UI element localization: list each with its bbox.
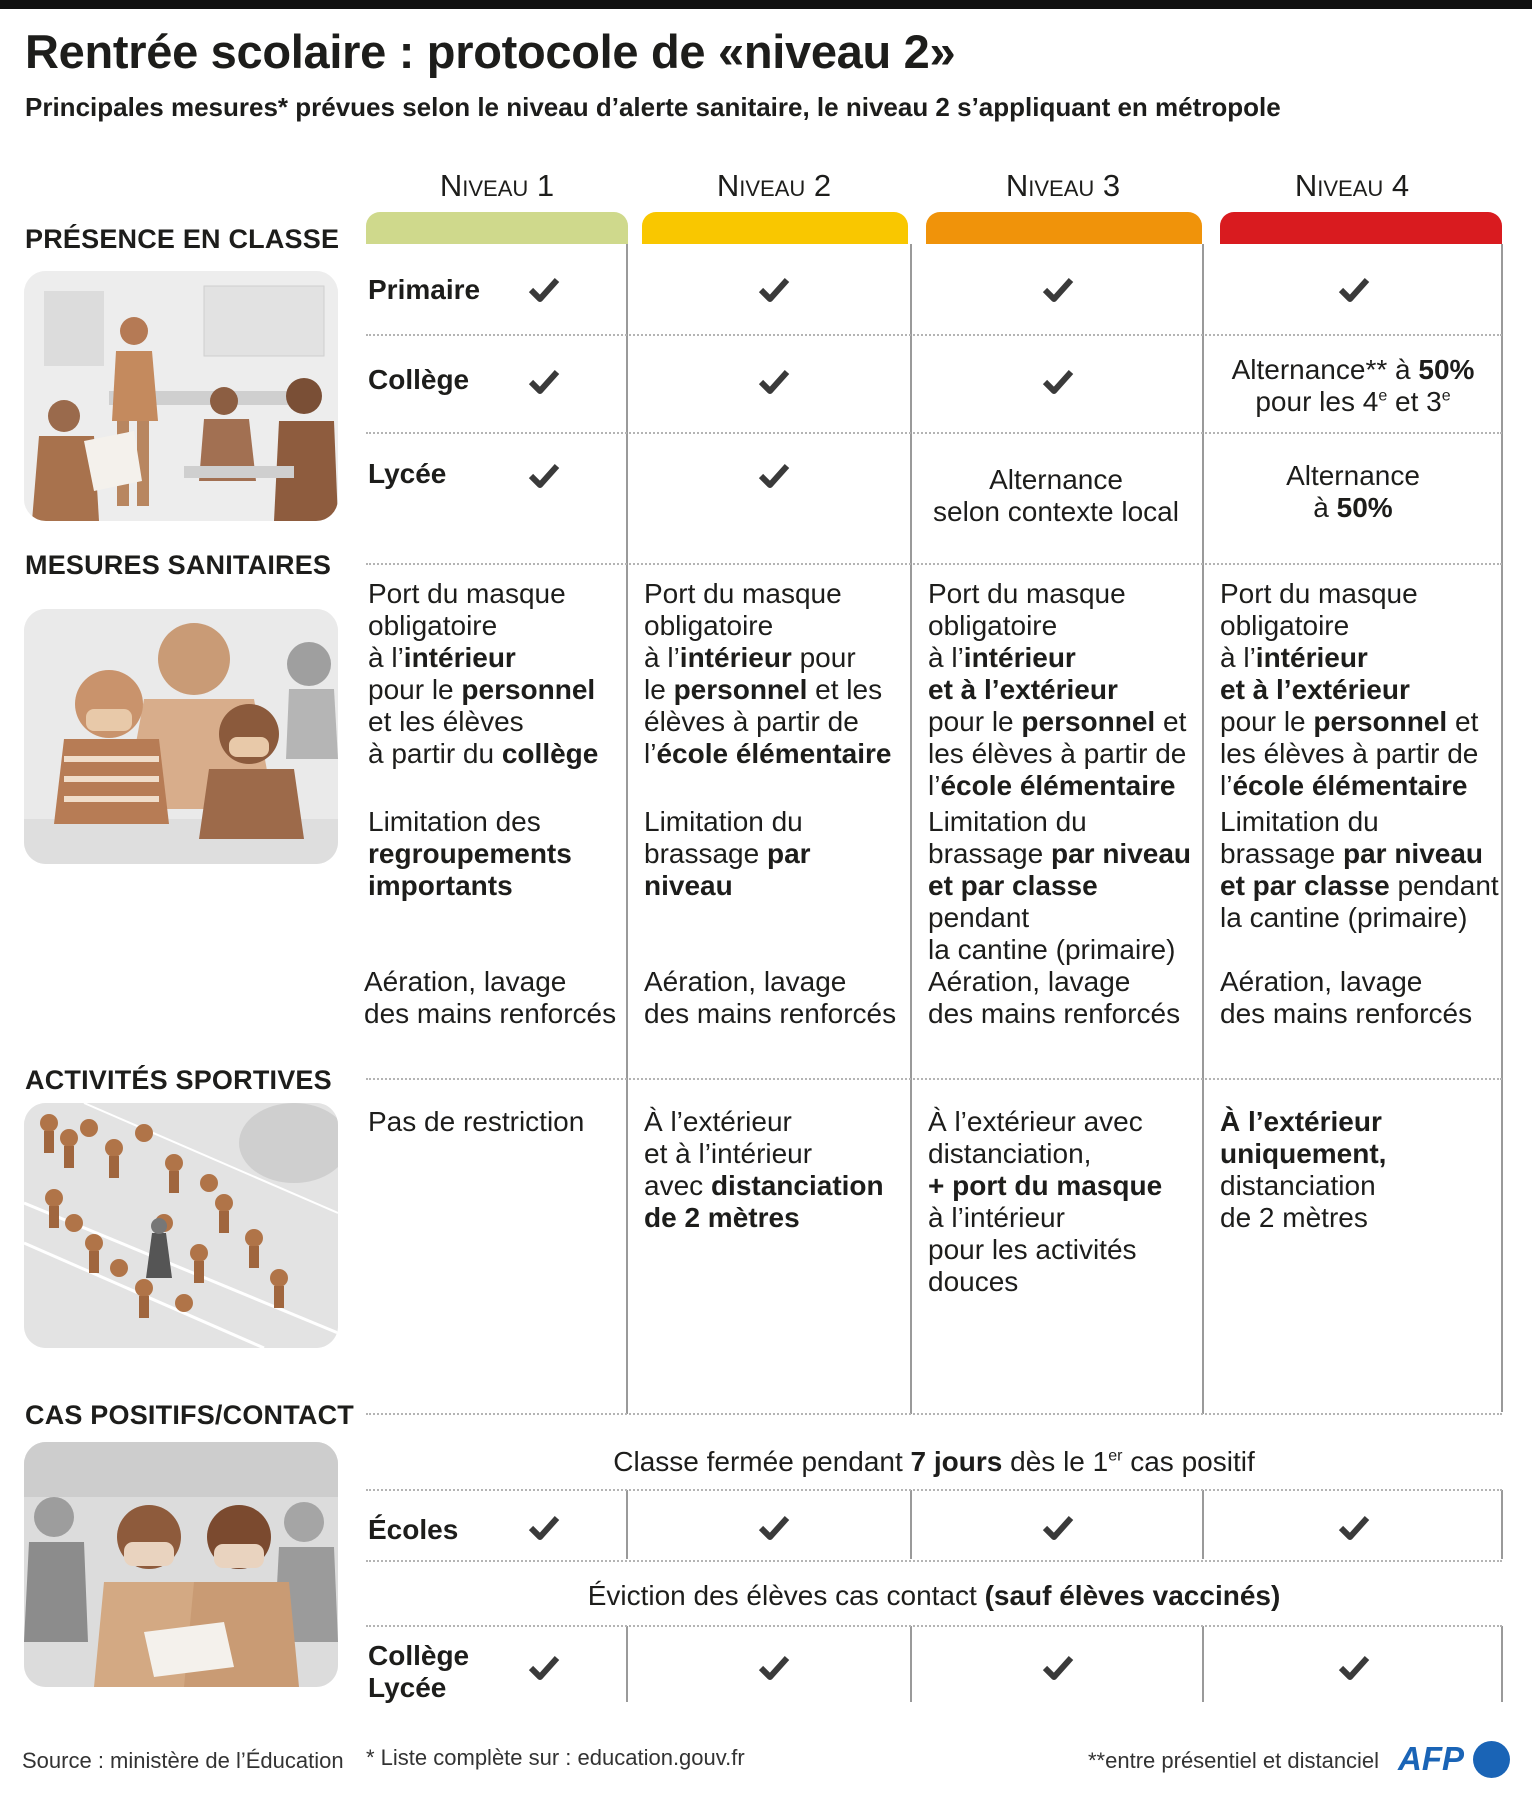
check-icon [758, 1514, 790, 1542]
limit-n4-cell: Limitation du brassage par niveau et par classe pendant la cantine (primaire) [1220, 806, 1499, 933]
top-rule [0, 0, 1532, 9]
sport-n2-cell: À l’extérieur et à l’intérieur avec distanciation de 2 mètres [644, 1106, 884, 1233]
check-icon [1042, 1654, 1074, 1682]
column-divider [1501, 1490, 1503, 1559]
check-icon [758, 276, 790, 304]
level-3-bar [926, 212, 1202, 244]
column-divider [1202, 1490, 1204, 1559]
check-icon [1338, 276, 1370, 304]
check-icon [1042, 276, 1074, 304]
level-1-bar [366, 212, 628, 244]
check-icon [1042, 1514, 1074, 1542]
level-2-bar [642, 212, 908, 244]
limit-n3-cell: Limitation du brassage par niveau et par classe pendant la cantine (primaire) [928, 806, 1192, 965]
afp-logo-dot [1473, 1741, 1510, 1778]
row-college-label: Collège [368, 364, 470, 395]
limit-n1-cell: Limitation des regroupements importants [368, 806, 572, 901]
masked-children-photo [24, 609, 338, 864]
mask-n2-cell: Port du masque obligatoire à l’intérieur pour le personnel et les élèves à partir de l’école élémentaire [644, 578, 892, 769]
row-divider [366, 1625, 1502, 1627]
row-divider [366, 1413, 1502, 1415]
section-sanitaires-title: MESURES SANITAIRES [25, 550, 332, 580]
check-icon [758, 462, 790, 490]
afp-logo: AFP [1398, 1740, 1464, 1777]
row-college-lycee-label: Collège Lycée [368, 1640, 470, 1703]
column-divider [910, 244, 912, 1414]
sport-n1-cell: Pas de restriction [368, 1106, 585, 1137]
sports-photo [24, 1103, 338, 1348]
liste-note: * Liste complète sur : education.gouv.fr [366, 1745, 745, 1770]
classe-fermee-line: Classe fermée pendant 7 jours dès le 1er cas positif [613, 1446, 1255, 1477]
page-title: Rentrée scolaire : protocole de «niveau 2» [25, 25, 956, 78]
aeration-n1-cell: Aération, lavage des mains renforcés [364, 966, 617, 1029]
section-sportives-title: ACTIVITÉS SPORTIVES [25, 1065, 332, 1095]
check-icon [1338, 1654, 1370, 1682]
source-note: Source : ministère de l’Éducation [22, 1748, 344, 1773]
level-2-label: Niveau 2 [716, 168, 832, 203]
check-icon [528, 368, 560, 396]
classroom-photo [24, 271, 338, 521]
mask-n3-cell: Port du masque obligatoire à l’intérieur et à l’extérieur pour le personnel et les élèves à partir de l’école élémentaire [928, 578, 1187, 801]
eviction-line: Éviction des élèves cas contact (sauf élèves vaccinés) [587, 1580, 1281, 1611]
alternance-note: **entre présentiel et distanciel [1088, 1748, 1380, 1773]
lycee-n4-cell: Alternance à 50% [1286, 460, 1420, 523]
column-divider [1501, 244, 1503, 1412]
page-subtitle: Principales mesures* prévues selon le niveau d’alerte sanitaire, le niveau 2 s’appliquant en métropole [25, 92, 1281, 122]
row-divider [366, 1078, 1502, 1080]
column-divider [626, 1626, 628, 1702]
column-divider [626, 244, 628, 1414]
check-icon [1338, 1514, 1370, 1542]
column-divider [626, 1490, 628, 1559]
row-divider [366, 334, 1502, 336]
row-primaire-label: Primaire [368, 274, 481, 305]
column-divider [910, 1490, 912, 1559]
section-cas-title: CAS POSITIFS/CONTACT [25, 1400, 355, 1430]
column-divider [1202, 244, 1204, 1414]
level-3-label: Niveau 3 [1005, 168, 1121, 203]
level-4-bar [1220, 212, 1502, 244]
level-4-label: Niveau 4 [1294, 168, 1410, 203]
row-ecoles-label: Écoles [368, 1514, 459, 1545]
check-icon [758, 368, 790, 396]
pupils-photo [24, 1442, 338, 1687]
sport-n3-cell: À l’extérieur avec distanciation, + port du masque à l’intérieur pour les activités douces [928, 1106, 1163, 1297]
row-divider [366, 1560, 1502, 1562]
college-n4-cell: Alternance** à 50% pour les 4e et 3e [1231, 354, 1475, 417]
aeration-n4-cell: Aération, lavage des mains renforcés [1220, 966, 1473, 1029]
column-divider [1501, 1626, 1503, 1702]
mask-n4-cell: Port du masque obligatoire à l’intérieur et à l’extérieur pour le personnel et les élèves à partir de l’école élémentaire [1220, 578, 1479, 801]
row-divider [366, 1489, 1502, 1491]
limit-n2-cell: Limitation du brassage par niveau [644, 806, 811, 901]
mask-n1-cell: Port du masque obligatoire à l’intérieur pour le personnel et les élèves à partir du collège [368, 578, 599, 769]
row-divider [366, 563, 1502, 565]
lycee-n3-cell: Alternance selon contexte local [933, 464, 1179, 527]
row-divider [366, 432, 1502, 434]
sport-n4-cell: À l’extérieur uniquement, distanciation de 2 mètres [1220, 1106, 1387, 1233]
check-icon [528, 1514, 560, 1542]
aeration-n3-cell: Aération, lavage des mains renforcés [928, 966, 1181, 1029]
check-icon [1042, 368, 1074, 396]
level-1-label: Niveau 1 [439, 168, 555, 203]
row-lycee-label: Lycée [368, 458, 447, 489]
column-divider [1202, 1626, 1204, 1702]
check-icon [528, 462, 560, 490]
section-presence-title: PRÉSENCE EN CLASSE [25, 224, 340, 254]
column-divider [910, 1626, 912, 1702]
check-icon [758, 1654, 790, 1682]
check-icon [528, 1654, 560, 1682]
aeration-n2-cell: Aération, lavage des mains renforcés [644, 966, 897, 1029]
check-icon [528, 276, 560, 304]
